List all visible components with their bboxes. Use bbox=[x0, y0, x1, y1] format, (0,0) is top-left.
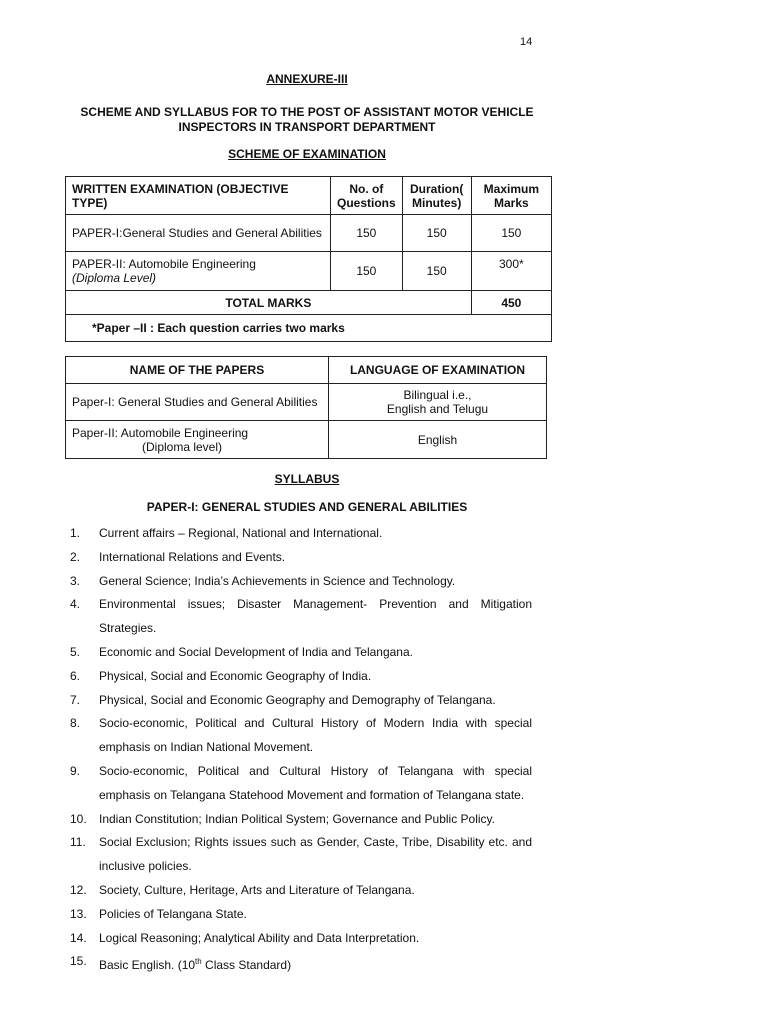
item-text: Logical Reasoning; Analytical Ability and Data Interpretation. bbox=[99, 930, 420, 945]
list-item bbox=[70, 760, 532, 808]
item-text bbox=[99, 950, 532, 978]
language-row-paper1 bbox=[66, 384, 547, 421]
annexure-title: ANNEXURE-III bbox=[266, 72, 348, 86]
list-item bbox=[70, 641, 532, 665]
lang-paper2-language: English bbox=[329, 421, 547, 459]
item-number: 8. bbox=[70, 716, 81, 731]
lang-paper1-language: Bilingual i.e., bbox=[403, 388, 472, 402]
item-text: Socio-economic, Political and Cultural History of Modern India with special emphasis on Indian National Movement. bbox=[99, 716, 532, 755]
list-item bbox=[70, 546, 532, 570]
item-text: Current affairs – Regional, National and International. bbox=[99, 526, 383, 540]
list-item bbox=[70, 570, 532, 594]
language-header-row bbox=[66, 357, 547, 384]
paper1-heading: PAPER-I: GENERAL STUDIES AND GENERAL ABILITIES bbox=[146, 500, 468, 514]
lang-paper2-name: Paper-II: Automobile Engineering bbox=[72, 425, 249, 440]
paper1-duration: 150 bbox=[402, 215, 471, 252]
item-text: Social Exclusion; Rights issues such as Gender, Caste, Tribe, Disability etc. and inclusive policies. bbox=[99, 835, 532, 874]
list-item bbox=[70, 689, 532, 713]
total-marks-value: 450 bbox=[471, 291, 551, 315]
header-questions: No. of Questions bbox=[331, 177, 403, 215]
item-text-start: Basic English. (10 bbox=[99, 958, 196, 973]
syllabus-heading: SYLLABUS bbox=[274, 472, 340, 486]
item-text: Society, Culture, Heritage, Arts and Literature of Telangana. bbox=[99, 882, 415, 897]
header-max-marks: Maximum Marks bbox=[471, 177, 551, 215]
lang-paper2-cell bbox=[66, 421, 329, 459]
item-text: Socio-economic, Political and Cultural History of Telangana with special emphasis on Telangana Statehood Movement and formation of Telangana state. bbox=[99, 763, 532, 802]
item-number: 15. bbox=[70, 954, 87, 969]
item-number: 3. bbox=[70, 573, 81, 588]
paper1-questions: 150 bbox=[331, 215, 403, 252]
list-item bbox=[70, 831, 532, 879]
paper2-cell bbox=[66, 252, 331, 291]
list-item bbox=[70, 665, 532, 689]
item-number: 6. bbox=[70, 668, 81, 683]
document-title-line2: INSPECTORS IN TRANSPORT DEPARTMENT bbox=[178, 120, 436, 134]
paper2-name: PAPER-II: Automobile Engineering bbox=[72, 257, 256, 271]
paper2-marks: 300* bbox=[471, 252, 551, 291]
item-text: International Relations and Events. bbox=[99, 549, 286, 564]
scheme-heading: SCHEME OF EXAMINATION bbox=[228, 147, 386, 161]
superscript-th: th bbox=[195, 957, 202, 967]
paper1-marks: 150 bbox=[471, 215, 551, 252]
language-table bbox=[65, 356, 547, 459]
document-title-line1: SCHEME AND SYLLABUS FOR TO THE POST OF ASSISTANT MOTOR VEHICLE bbox=[80, 105, 534, 119]
item-number: 1. bbox=[70, 526, 81, 540]
item-text: Physical, Social and Economic Geography and Demography of Telangana. bbox=[99, 692, 496, 707]
item-number: 11. bbox=[70, 835, 86, 850]
item-text: Physical, Social and Economic Geography of India. bbox=[99, 668, 372, 683]
scheme-table bbox=[65, 176, 552, 342]
list-item bbox=[70, 927, 532, 951]
scheme-header-row bbox=[66, 177, 552, 215]
list-item bbox=[70, 903, 532, 927]
syllabus-list bbox=[70, 522, 532, 978]
lang-paper2-level: (Diploma level) bbox=[142, 439, 223, 454]
lang-paper1-language-detail: English and Telugu bbox=[386, 402, 489, 416]
total-marks-label: TOTAL MARKS bbox=[66, 291, 472, 315]
item-number: 9. bbox=[70, 763, 81, 778]
paper2-duration: 150 bbox=[402, 252, 471, 291]
scheme-row-paper2 bbox=[66, 252, 552, 291]
page-number: 14 bbox=[520, 36, 533, 48]
item-number: 13. bbox=[70, 906, 87, 921]
item-number: 4. bbox=[70, 597, 81, 612]
paper2-note: *Paper –II : Each question carries two marks bbox=[66, 315, 552, 342]
header-name-of-papers: NAME OF THE PAPERS bbox=[66, 357, 329, 384]
item-text-end: Class Standard) bbox=[201, 958, 292, 973]
item-text: Indian Constitution; Indian Political System; Governance and Public Policy. bbox=[99, 811, 495, 826]
item-number: 7. bbox=[70, 692, 81, 707]
lang-paper1-language-cell bbox=[329, 384, 547, 421]
lang-paper1-name: Paper-I: General Studies and General Abilities bbox=[66, 384, 329, 421]
list-item bbox=[70, 522, 532, 546]
list-item bbox=[70, 879, 532, 903]
paper1-name: PAPER-I:General Studies and General Abilities bbox=[66, 215, 331, 252]
list-item bbox=[70, 712, 532, 760]
list-item bbox=[70, 593, 532, 641]
item-text: Policies of Telangana State. bbox=[99, 906, 247, 921]
scheme-total-row bbox=[66, 291, 552, 315]
paper2-questions: 150 bbox=[331, 252, 403, 291]
item-number: 2. bbox=[70, 549, 81, 564]
list-item bbox=[70, 808, 532, 832]
paper2-level: (Diploma Level) bbox=[72, 271, 157, 285]
list-item bbox=[70, 950, 532, 978]
item-text: Economic and Social Development of India and Telangana. bbox=[99, 644, 413, 659]
header-language: LANGUAGE OF EXAMINATION bbox=[329, 357, 547, 384]
item-text: Environmental issues; Disaster Management- Prevention and Mitigation Strategies. bbox=[99, 597, 532, 636]
scheme-note-row bbox=[66, 315, 552, 342]
header-written-exam: WRITTEN EXAMINATION (OBJECTIVE TYPE) bbox=[66, 177, 331, 215]
scheme-row-paper1 bbox=[66, 215, 552, 252]
header-duration: Duration( Minutes) bbox=[402, 177, 471, 215]
language-row-paper2 bbox=[66, 421, 547, 459]
item-number: 10. bbox=[70, 811, 87, 826]
item-number: 14. bbox=[70, 930, 87, 945]
item-text: General Science; India’s Achievements in Science and Technology. bbox=[99, 573, 456, 588]
item-number: 5. bbox=[70, 644, 81, 659]
item-number: 12. bbox=[70, 882, 87, 897]
